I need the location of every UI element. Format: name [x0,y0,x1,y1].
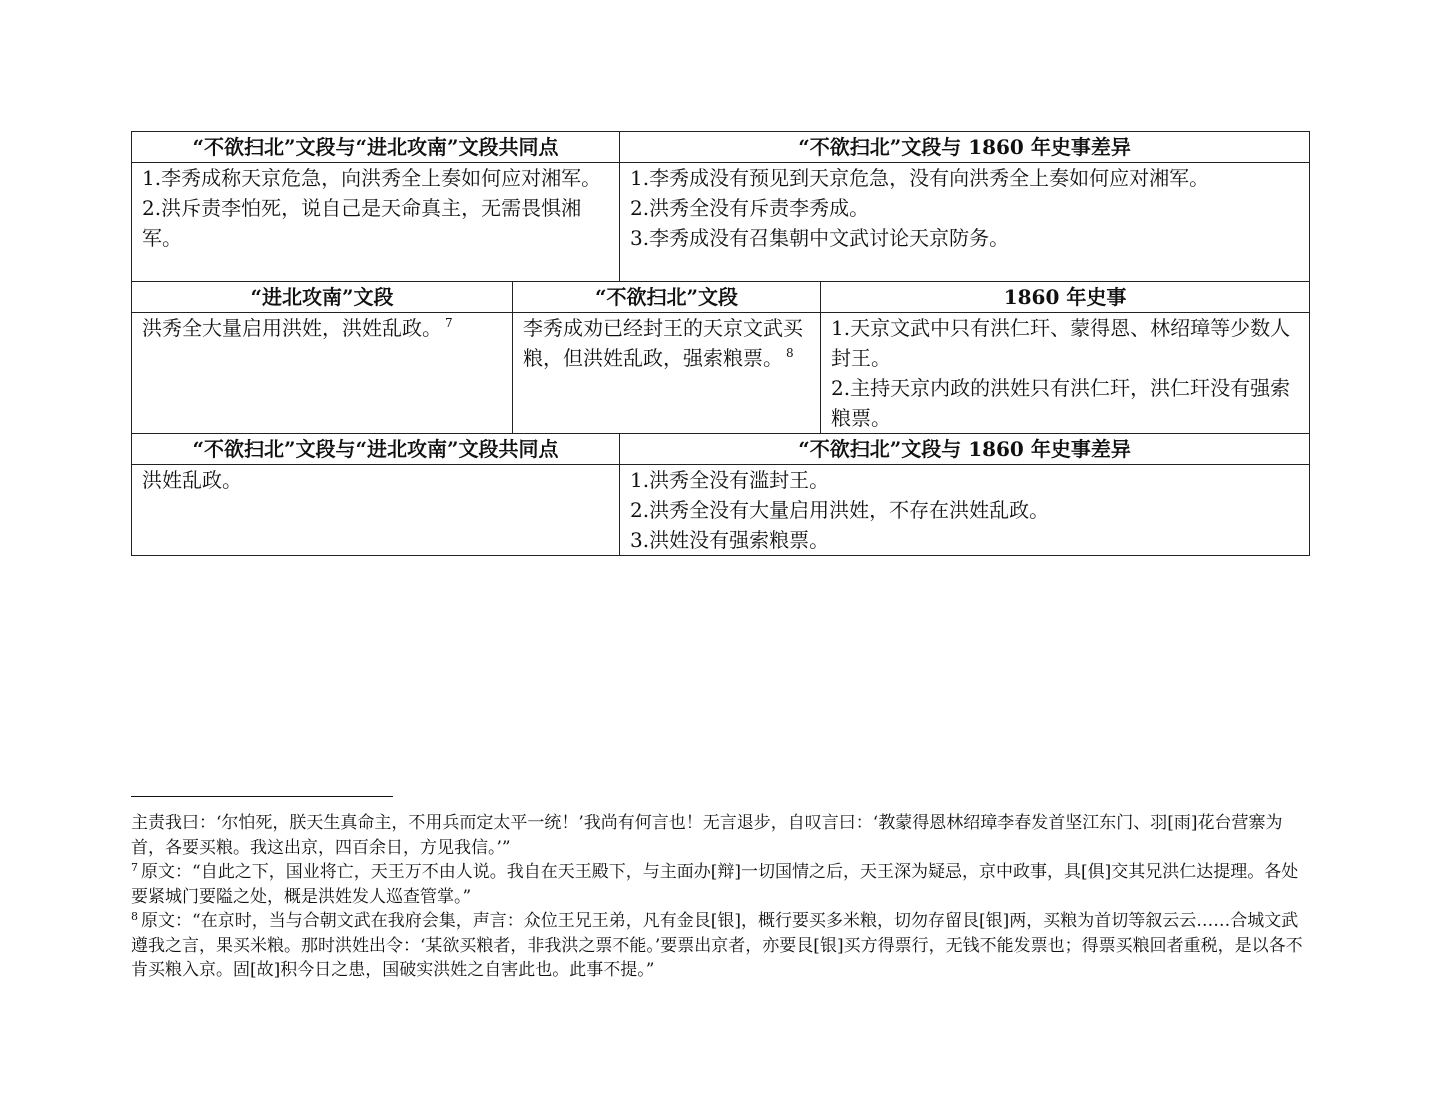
section2-jinbei-cell [132,313,513,434]
footnote-separator [131,796,393,797]
section3-difference-2: 2.洪秀全没有大量启用洪姓，不存在洪姓乱政。 [630,498,1050,522]
footnotes-area [131,811,1311,983]
section1-difference-1: 1.李秀成没有预见到天京危急，没有向洪秀全上奏如何应对湘军。 [630,166,1210,190]
section2-buyu-cell [513,313,821,434]
section3-header-row [132,434,1310,465]
section1-difference-3: 3.李秀成没有召集朝中文武讨论天京防务。 [630,226,1010,250]
section2-1860-point-1: 1.天京文武中只有洪仁玕、蒙得恩、林绍璋等少数人封王。 [831,316,1291,370]
section3-header-common: “不欲扫北”文段与“进北攻南”文段共同点 [132,434,620,465]
section2-1860-cell [821,313,1310,434]
footnote-ref-8[interactable]: 8 [786,346,794,360]
section3-differences-cell [620,465,1310,556]
section3-header-differences: “不欲扫北”文段与 1860 年史事差异 [620,434,1310,465]
footnote-7 [131,860,1311,909]
section2-header-1860: 1860 年史事 [821,282,1310,313]
section3-difference-3: 3.洪姓没有强索粮票。 [630,528,830,552]
footnote-8-text: 原文：“在京时，当与合朝文武在我府会集，声言：众位王兄王弟，凡有金艮[银]，概行要买多米粮，切勿存留艮[银]两，买粮为首切等叙云云……合城文武遵我之言，果买米粮。那时洪姓出令：‘某欲买粮者，非我洪之票不能。’要票出京者，亦要艮[银]买方得票行，无钱不能发票也；得票买粮回者重税，是以各不肯买粮入京。固[故]积今日之患，国破实洪姓之自害此也。此事不提。” [131,911,1303,980]
section2-jinbei-text: 洪秀全大量启用洪姓，洪姓乱政。 [142,316,442,340]
section2-buyu-text: 李秀成劝已经封王的天京文武买粮，但洪姓乱政，强索粮票。 [523,316,803,370]
section1-common-point-2: 2.洪斥责李怕死，说自己是天命真主，无需畏惧湘军。 [142,196,582,250]
footnote-continuation: 主责我曰：‘尔怕死，朕天生真命主，不用兵而定太平一统！’我尚有何言也！无言退步，自叹言曰：‘教蒙得恩林绍璋李春发首坚江东门、羽[雨]花台营寨为首，各要买粮。我这出京，四百余日，方见我信。’” [131,813,1283,858]
footnote-7-text: 原文：“自此之下，国业将亡，天王万不由人说。我自在天王殿下，与主面办[辩]一切国情之后，天王深为疑忌，京中政事，具[俱]交其兄洪仁达提理。各处要紧城门要隘之处，概是洪姓发人巡查管掌。” [131,862,1299,907]
section1-difference-2: 2.洪秀全没有斥责李秀成。 [630,196,870,220]
section3-difference-1: 1.洪秀全没有滥封王。 [630,468,830,492]
section1-header-common: “不欲扫北”文段与“进北攻南”文段共同点 [132,132,620,163]
footnote-8 [131,909,1311,983]
section1-header-differences: “不欲扫北”文段与 1860 年史事差异 [620,132,1310,163]
section2-header-jinbei: “进北攻南”文段 [132,282,513,313]
section2-body-row [132,313,1310,434]
comparison-table [131,131,1310,556]
footnote-7-number: 7 [131,861,138,874]
section1-body-row [132,163,1310,282]
section2-header-row [132,282,1310,313]
section2-header-buyu: “不欲扫北”文段 [513,282,821,313]
footnote-8-number: 8 [131,910,138,923]
section2-1860-point-2: 2.主持天京内政的洪姓只有洪仁玕，洪仁玕没有强索粮票。 [831,376,1291,430]
section3-common-point: 洪姓乱政。 [142,468,242,492]
footnote-ref-7[interactable]: 7 [445,316,453,330]
section3-body-row [132,465,1310,556]
section1-common-point-1: 1.李秀成称天京危急，向洪秀全上奏如何应对湘军。 [142,166,602,190]
section3-common-cell [132,465,620,556]
section1-common-cell [132,163,620,282]
section1-header-row [132,132,1310,163]
section1-differences-cell [620,163,1310,282]
